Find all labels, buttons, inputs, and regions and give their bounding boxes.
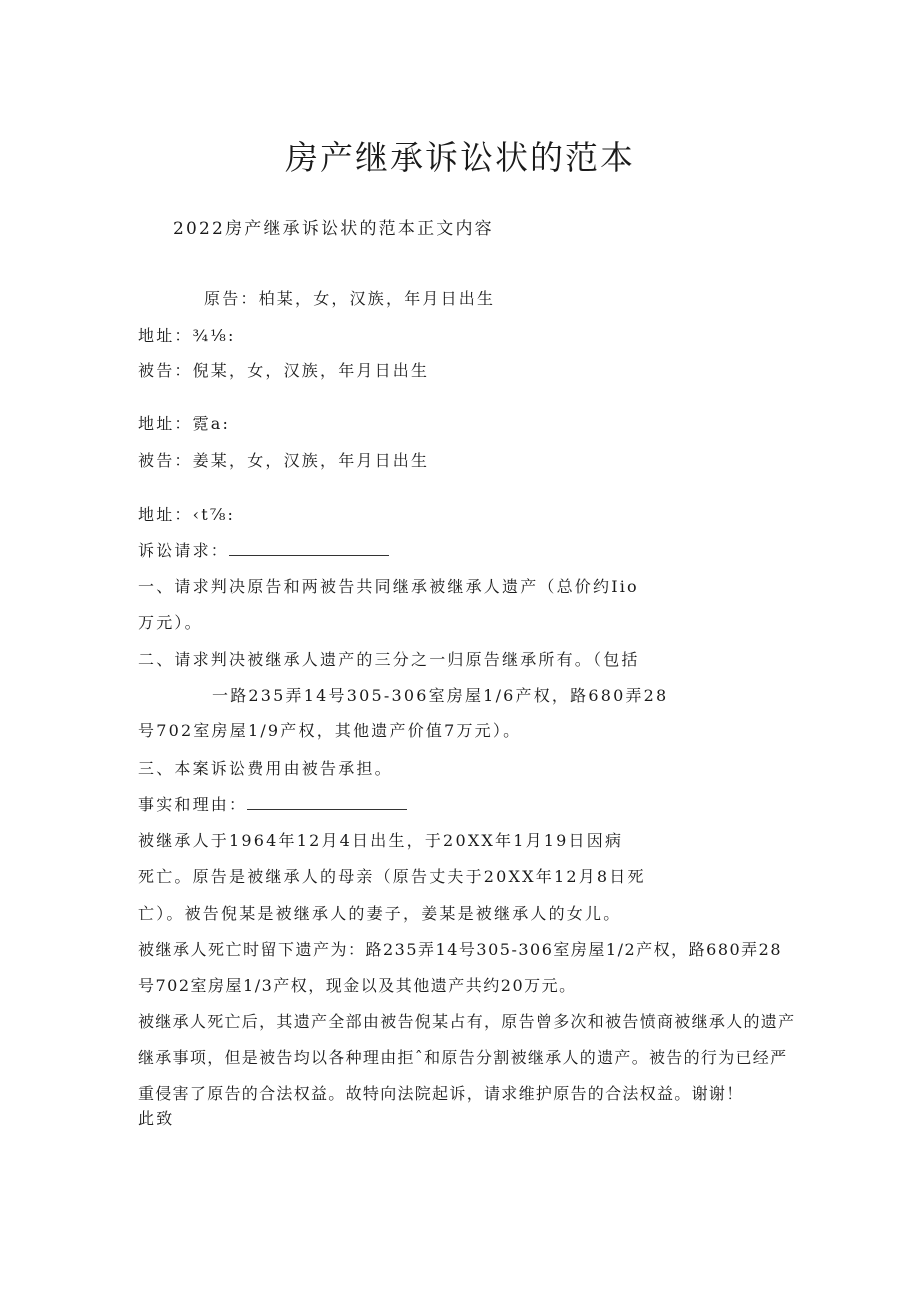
- fact-3-line-a: 被继承人死亡后，其遗产全部由被告倪某占有，原告曾多次和被告愤商被继承人的遗产: [138, 1012, 796, 1031]
- claims-label: 诉讼请求：: [138, 541, 230, 560]
- fact-3-line-c: 重侵害了原告的合法权益。故特向法院起诉，请求维护原告的合法权益。谢谢！: [138, 1084, 744, 1103]
- fact-1-line-a: 被继承人于1964年12月4日出生，于20XX年1月19日因病: [138, 831, 624, 850]
- claim-2-line-c: 号702室房屋1/9产权，其他遗产价值7万元）。: [138, 721, 522, 740]
- document-title: 房产继承诉讼状的范本: [285, 138, 635, 177]
- fact-3-line-b: 继承事项，但是被告均以各种理由拒ˆ和原告分割被继承人的遗产。被告的行为已经严: [138, 1048, 788, 1067]
- fact-1-line-b: 死亡。原告是被继承人的母亲（原告丈夫于20XX年12月8日死: [138, 867, 646, 886]
- document-subtitle: 2022房产继承诉讼状的范本正文内容: [173, 219, 494, 239]
- defendant-2-line: 被告：姜某，女，汉族，年月日出生: [138, 451, 430, 470]
- claim-1-line-a: 一、请求判决原告和两被告共同继承被继承人遗产（总价约Iio: [138, 577, 639, 596]
- defendant-2-address-line: 地址：‹t⅞:: [138, 505, 236, 524]
- claims-heading: [138, 540, 389, 562]
- fact-1-line-c: 亡）。被告倪某是被继承人的妻子，姜某是被继承人的女儿。: [138, 904, 622, 923]
- defendant-1-line: 被告：倪某，女，汉族，年月日出生: [138, 361, 430, 380]
- plaintiff-address-line: 地址：¾⅛:: [138, 326, 236, 345]
- facts-heading: [138, 794, 407, 816]
- defendant-1-address-line: 地址：霓a:: [138, 414, 231, 433]
- claim-2-line-b: 一路235弄14号305-306室房屋1/6产权，路680弄28: [212, 686, 669, 705]
- facts-label: 事实和理由：: [138, 795, 248, 814]
- closing-line: 此致: [138, 1109, 175, 1128]
- fact-2-line-a: 被继承人死亡时留下遗产为：路235弄14号305-306室房屋1/2产权，路680弄28: [138, 940, 783, 959]
- facts-blank-line: [247, 795, 407, 810]
- fact-2-line-b: 号702室房屋1/3产权，现金以及其他遗产共约20万元。: [138, 976, 577, 995]
- claim-3-line: 三、本案诉讼费用由被告承担。: [138, 759, 393, 778]
- claim-2-line-a: 二、请求判决被继承人遗产的三分之一归原告继承所有。（包括: [138, 650, 640, 669]
- claims-blank-line: [229, 541, 389, 556]
- claim-1-line-b: 万元）。: [138, 613, 203, 632]
- plaintiff-line: 原告：柏某，女，汉族，年月日出生: [204, 289, 496, 308]
